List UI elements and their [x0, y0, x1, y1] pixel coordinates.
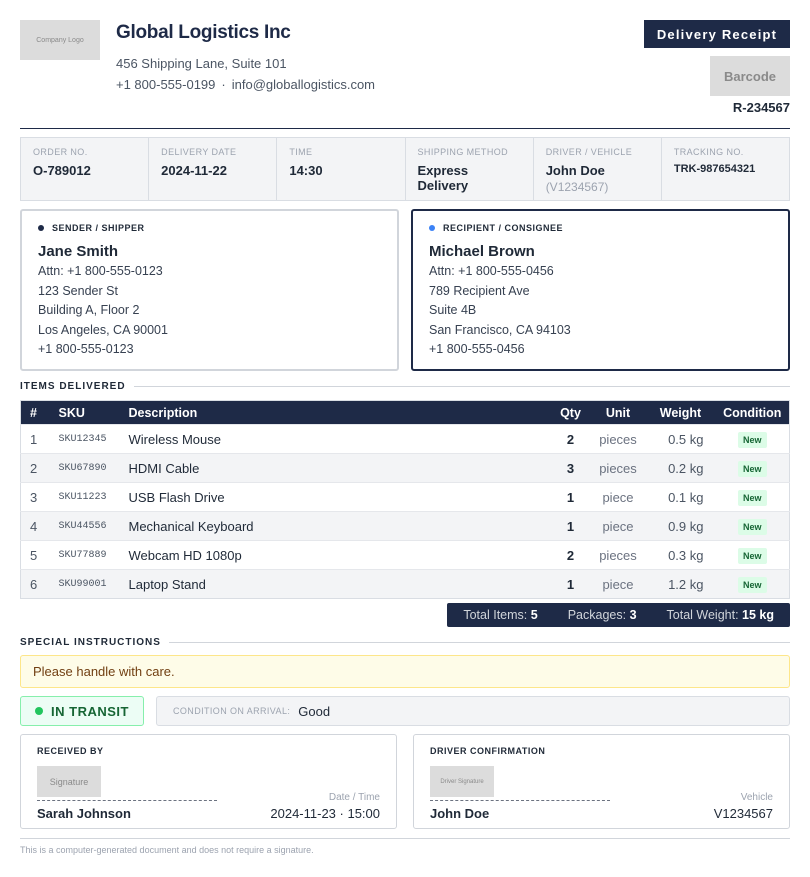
cell-description: Webcam HD 1080p [121, 541, 551, 570]
cell-weight: 0.5 kg [646, 425, 716, 454]
condition-on-arrival [156, 696, 790, 726]
info-sub-value: (V1234567) [545, 180, 609, 194]
received-by-card [20, 734, 397, 829]
cell-unit: piece [591, 483, 646, 512]
sender-line: Attn: +1 800-555-0123 [38, 264, 163, 278]
cell-num: 3 [21, 483, 51, 512]
status-dot-icon [35, 707, 43, 715]
contact-separator: · [221, 77, 226, 92]
cell-sku: SKU77889 [51, 541, 121, 570]
company-name: Global Logistics Inc [116, 22, 291, 43]
cell-weight: 1.2 kg [646, 570, 716, 599]
recipient-line: 789 Recipient Ave [429, 283, 530, 298]
table-row [21, 425, 790, 454]
cell-qty: 2 [551, 541, 591, 570]
status-badge [20, 696, 144, 726]
driver-confirmation-card [413, 734, 790, 829]
table-row [21, 512, 790, 541]
info-value: Express Delivery [417, 163, 469, 193]
info-shipping-method [406, 138, 534, 200]
condition-badge: New [738, 577, 767, 593]
totals-bar [447, 603, 790, 627]
recipient-dot-icon [429, 225, 435, 231]
table-row [21, 454, 790, 483]
col-header-unit: Unit [591, 401, 646, 425]
col-header-weight: Weight [646, 401, 716, 425]
footer-divider [20, 838, 790, 839]
cell-condition [716, 512, 790, 541]
receipt-number: R-234567 [732, 100, 790, 115]
total-weight-label: Total Weight: [666, 608, 739, 622]
col-header-num: # [21, 401, 51, 425]
cell-description: HDMI Cable [121, 454, 551, 483]
info-label: TIME [289, 147, 313, 157]
recipient-card [411, 209, 790, 371]
condition-label: CONDITION ON ARRIVAL: [173, 706, 291, 716]
company-phone: +1 800-555-0199 [116, 77, 216, 92]
cell-weight: 0.2 kg [646, 454, 716, 483]
cell-sku: SKU12345 [51, 425, 121, 454]
col-header-condition: Condition [716, 401, 790, 425]
received-datetime-label: Date / Time [328, 792, 380, 803]
document-title: Delivery Receipt [644, 20, 790, 48]
recipient-line: Suite 4B [429, 303, 477, 317]
info-order-no [21, 138, 149, 200]
condition-badge: New [738, 461, 767, 477]
cell-unit: pieces [591, 454, 646, 483]
vehicle-value: V1234567 [713, 806, 773, 821]
cell-num: 5 [21, 541, 51, 570]
total-weight-value: 15 kg [742, 608, 774, 622]
recipient-label-text: RECIPIENT / CONSIGNEE [443, 223, 564, 233]
driver-signature-image: Driver Signature [430, 766, 494, 797]
table-row [21, 570, 790, 599]
total-items-label: Total Items: [463, 608, 528, 622]
signature-line [37, 800, 217, 801]
instructions-section-heading [20, 637, 790, 648]
info-tracking-no [662, 138, 789, 200]
cell-unit: pieces [591, 425, 646, 454]
sender-line: Los Angeles, CA 90001 [38, 322, 168, 337]
sender-label [38, 223, 381, 233]
sender-line: 123 Sender St [38, 283, 118, 298]
total-packages-label: Packages: [567, 608, 627, 622]
cell-weight: 0.1 kg [646, 483, 716, 512]
sender-card [20, 209, 399, 371]
sender-dot-icon [38, 225, 44, 231]
items-table [20, 400, 790, 599]
cell-qty: 1 [551, 483, 591, 512]
cell-condition [716, 483, 790, 512]
company-logo: Company Logo [20, 20, 100, 60]
table-header-row [21, 401, 790, 425]
info-value: John Doe [545, 163, 605, 178]
cell-description: Mechanical Keyboard [121, 512, 551, 541]
company-email: info@globallogistics.com [231, 77, 376, 92]
cell-weight: 0.3 kg [646, 541, 716, 570]
receiver-name: Sarah Johnson [37, 806, 131, 821]
sender-label-text: SENDER / SHIPPER [52, 223, 145, 233]
cell-qty: 1 [551, 570, 591, 599]
instructions-section-title: SPECIAL INSTRUCTIONS [20, 637, 161, 648]
vehicle-label: Vehicle [740, 792, 773, 803]
condition-badge: New [738, 490, 767, 506]
info-label: TRACKING NO. [673, 147, 744, 157]
col-header-qty: Qty [551, 401, 591, 425]
driver-name: John Doe [430, 806, 490, 821]
total-packages [568, 608, 637, 622]
sender-line: Building A, Floor 2 [38, 303, 140, 317]
received-datetime-value: 2024-11-23 · 15:00 [270, 806, 380, 821]
footer-note: This is a computer-generated document and does not require a signature. [20, 845, 314, 855]
cell-num: 2 [21, 454, 51, 483]
cell-unit: piece [591, 512, 646, 541]
recipient-line: +1 800-555-0456 [429, 342, 525, 356]
header-divider [20, 128, 790, 129]
cell-condition [716, 425, 790, 454]
order-info-strip [20, 137, 790, 201]
condition-badge: New [738, 432, 767, 448]
cell-qty: 3 [551, 454, 591, 483]
status-label: IN TRANSIT [51, 703, 129, 719]
info-value: O-789012 [33, 163, 91, 178]
cell-num: 4 [21, 512, 51, 541]
table-row [21, 483, 790, 512]
driver-confirmation-label: DRIVER CONFIRMATION [430, 746, 546, 756]
cell-weight: 0.9 kg [646, 512, 716, 541]
cell-sku: SKU99001 [51, 570, 121, 599]
cell-sku: SKU11223 [51, 483, 121, 512]
total-weight [667, 608, 774, 622]
info-driver-vehicle [534, 138, 662, 200]
col-header-sku: SKU [51, 401, 121, 425]
cell-description: Wireless Mouse [121, 425, 551, 454]
items-section-heading [20, 381, 790, 392]
info-label: ORDER NO. [33, 147, 88, 157]
info-label: DRIVER / VEHICLE [545, 147, 633, 157]
condition-value: Good [298, 703, 331, 719]
cell-qty: 1 [551, 512, 591, 541]
cell-qty: 2 [551, 425, 591, 454]
company-info [116, 22, 375, 92]
company-contact [116, 77, 375, 92]
cell-condition [716, 570, 790, 599]
table-row [21, 541, 790, 570]
cell-condition [716, 541, 790, 570]
info-value: 2024-11-22 [161, 163, 227, 178]
cell-sku: SKU44556 [51, 512, 121, 541]
info-value: 14:30 [289, 163, 323, 178]
total-items [463, 608, 537, 622]
cell-num: 1 [21, 425, 51, 454]
info-label: DELIVERY DATE [161, 147, 237, 157]
cell-num: 6 [21, 570, 51, 599]
cell-condition [716, 454, 790, 483]
total-packages-value: 3 [629, 608, 637, 622]
section-divider [134, 386, 790, 387]
cell-unit: pieces [591, 541, 646, 570]
cell-description: Laptop Stand [121, 570, 551, 599]
company-address: 456 Shipping Lane, Suite 101 [116, 56, 287, 71]
barcode-image: Barcode [710, 56, 790, 96]
info-time [277, 138, 405, 200]
signature-image: Signature [37, 766, 101, 797]
items-section-title: ITEMS DELIVERED [20, 381, 126, 392]
info-delivery-date [149, 138, 277, 200]
cell-description: USB Flash Drive [121, 483, 551, 512]
recipient-line: San Francisco, CA 94103 [429, 322, 571, 337]
sender-name: Jane Smith [38, 243, 119, 260]
recipient-label [429, 223, 772, 233]
section-divider [169, 642, 790, 643]
instructions-box: Please handle with care. [20, 655, 790, 688]
cell-unit: piece [591, 570, 646, 599]
condition-badge: New [738, 519, 767, 535]
total-items-value: 5 [530, 608, 538, 622]
condition-badge: New [738, 548, 767, 564]
received-by-label: RECEIVED BY [37, 746, 104, 756]
col-header-description: Description [121, 401, 551, 425]
info-value: TRK-987654321 [673, 163, 756, 175]
cell-sku: SKU67890 [51, 454, 121, 483]
signature-line [430, 800, 610, 801]
sender-line: +1 800-555-0123 [38, 342, 134, 356]
recipient-name: Michael Brown [429, 243, 535, 260]
info-label: SHIPPING METHOD [417, 147, 509, 157]
recipient-line: Attn: +1 800-555-0456 [429, 264, 554, 278]
